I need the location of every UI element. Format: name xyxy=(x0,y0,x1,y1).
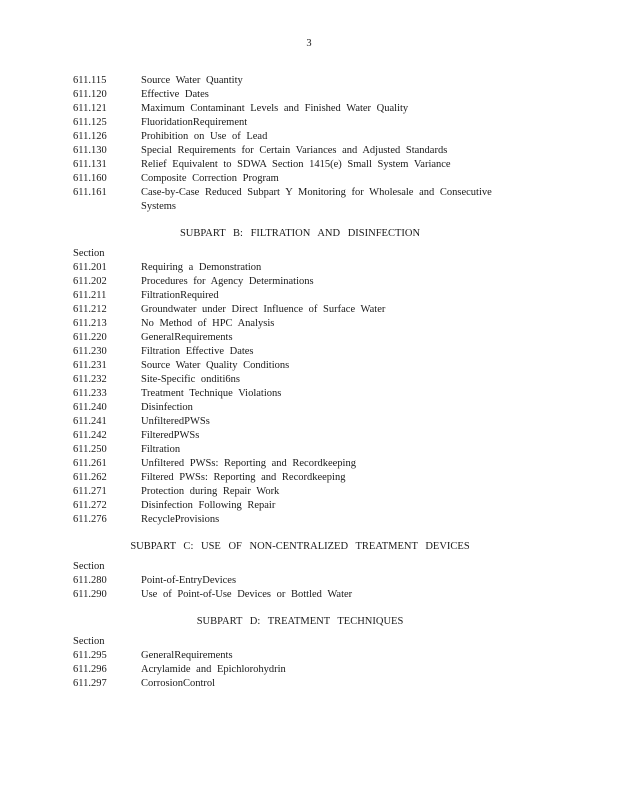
section-entry xyxy=(73,485,553,499)
section-entry xyxy=(73,429,553,443)
section-entry xyxy=(73,317,553,331)
section-number: 611.250 xyxy=(73,444,107,455)
section-title: GeneralRequirements xyxy=(141,650,233,661)
section-number: 611.280 xyxy=(73,575,107,586)
section-entry xyxy=(73,649,553,663)
section-entry xyxy=(73,345,553,359)
section-title: FluoridationRequirement xyxy=(141,117,248,128)
section-number: 611.125 xyxy=(73,117,107,128)
subpart-b-section-list xyxy=(73,261,553,527)
section-entry xyxy=(73,289,553,303)
section-title: Filtration Effective Dates xyxy=(141,346,254,357)
section-entry xyxy=(73,499,553,513)
section-number: 611.295 xyxy=(73,650,107,661)
section-title: Site-Specific onditi6ns xyxy=(141,374,240,385)
section-number: 611.211 xyxy=(73,290,107,301)
subpart-c-heading: SUBPART C: USE OF NON-CENTRALIZED TREATMENT DEVICES xyxy=(130,541,470,552)
section-entry xyxy=(73,130,553,144)
section-number: 611.160 xyxy=(73,173,107,184)
section-entry xyxy=(73,588,553,602)
section-title: Acrylamide and Epichlorohydrin xyxy=(141,664,286,675)
section-entry xyxy=(73,116,553,130)
section-entry xyxy=(73,574,553,588)
section-title: Filtered PWSs: Reporting and Recordkeeping xyxy=(141,472,346,483)
section-entry xyxy=(73,359,553,373)
section-title: Relief Equivalent to SDWA Section 1415(e) Small System Variance xyxy=(141,159,451,170)
section-number: 611.115 xyxy=(73,75,107,86)
section-title: Source Water Quality Conditions xyxy=(141,360,290,371)
section-number: 611.290 xyxy=(73,589,107,600)
subpart-c-section-list xyxy=(73,574,553,602)
section-entry xyxy=(73,387,553,401)
section-title: Requiring a Demonstration xyxy=(141,262,262,273)
section-title: Disinfection xyxy=(141,402,193,413)
section-title: Use of Point-of-Use Devices or Bottled Water xyxy=(141,589,353,600)
subpart-d-section-list xyxy=(73,649,553,691)
section-entry xyxy=(73,186,553,200)
intro-section-list xyxy=(73,74,553,214)
section-title: Composite Correction Program xyxy=(141,173,279,184)
section-title: Treatment Technique Violations xyxy=(141,388,282,399)
section-number: 611.231 xyxy=(73,360,107,371)
section-entry xyxy=(73,331,553,345)
subpart-b-section-label: Section xyxy=(73,248,105,259)
section-entry xyxy=(73,373,553,387)
section-number: 611.213 xyxy=(73,318,107,329)
section-title: UnfilteredPWSs xyxy=(141,416,210,427)
section-number: 611.242 xyxy=(73,430,107,441)
section-entry xyxy=(73,663,553,677)
section-number: 611.262 xyxy=(73,472,107,483)
section-number: 611.121 xyxy=(73,103,107,114)
section-number: 611.120 xyxy=(73,89,107,100)
section-number: 611.272 xyxy=(73,500,107,511)
section-title: Case-by-Case Reduced Subpart Y Monitoring for Wholesale and Consecutive xyxy=(141,187,492,198)
section-number: 611.261 xyxy=(73,458,107,469)
section-title: Disinfection Following Repair xyxy=(141,500,276,511)
section-entry xyxy=(73,677,553,691)
section-number: 611.271 xyxy=(73,486,107,497)
section-entry xyxy=(73,74,553,88)
section-number: 611.130 xyxy=(73,145,107,156)
section-number: 611.297 xyxy=(73,678,107,689)
subpart-b-heading: SUBPART B: FILTRATION AND DISINFECTION xyxy=(179,228,421,239)
section-number: 611.212 xyxy=(73,304,107,315)
section-number: 611.161 xyxy=(73,187,107,198)
section-number: 611.202 xyxy=(73,276,107,287)
section-number: 611.240 xyxy=(73,402,107,413)
section-title: CorrosionControl xyxy=(141,678,216,689)
section-number: 611.296 xyxy=(73,664,107,675)
section-entry xyxy=(73,443,553,457)
section-title: RecycleProvisions xyxy=(141,514,220,525)
section-entry xyxy=(73,144,553,158)
section-title: No Method of HPC Analysis xyxy=(141,318,275,329)
section-title: Unfiltered PWSs: Reporting and Recordkeeping xyxy=(141,458,356,469)
section-entry xyxy=(73,513,553,527)
section-title: Source Water Quantity xyxy=(141,75,243,86)
section-title: Prohibition on Use of Lead xyxy=(141,131,268,142)
section-number xyxy=(73,200,141,214)
section-title: Filtration xyxy=(141,444,181,455)
subpart-c-section-label: Section xyxy=(73,561,105,572)
section-title: FiltrationRequired xyxy=(141,290,219,301)
section-number: 611.233 xyxy=(73,388,107,399)
section-title: Procedures for Agency Determinations xyxy=(141,276,314,287)
section-entry xyxy=(73,261,553,275)
section-title: Point-of-EntryDevices xyxy=(141,575,237,586)
section-number: 611.276 xyxy=(73,514,107,525)
section-entry xyxy=(73,88,553,102)
section-number: 611.241 xyxy=(73,416,107,427)
section-entry xyxy=(73,200,553,214)
section-number: 611.126 xyxy=(73,131,107,142)
table-of-contents xyxy=(73,74,553,691)
section-number: 611.131 xyxy=(73,159,107,170)
section-entry xyxy=(73,471,553,485)
section-title: Maximum Contaminant Levels and Finished Water Quality xyxy=(141,103,409,114)
section-number: 611.201 xyxy=(73,262,107,273)
section-number: 611.220 xyxy=(73,332,107,343)
page-number: 3 xyxy=(306,38,312,49)
section-entry xyxy=(73,172,553,186)
section-title: FilteredPWSs xyxy=(141,430,200,441)
section-entry xyxy=(73,303,553,317)
section-title: GeneralRequirements xyxy=(141,332,233,343)
subpart-d-section-label: Section xyxy=(73,636,105,647)
section-entry xyxy=(73,457,553,471)
section-title: Effective Dates xyxy=(141,89,209,100)
section-entry xyxy=(73,158,553,172)
section-title: Systems xyxy=(141,201,177,212)
section-entry xyxy=(73,415,553,429)
subpart-d-heading: SUBPART D: TREATMENT TECHNIQUES xyxy=(196,616,404,627)
section-entry xyxy=(73,401,553,415)
section-title: Groundwater under Direct Influence of Surface Water xyxy=(141,304,386,315)
section-number: 611.232 xyxy=(73,374,107,385)
section-entry xyxy=(73,275,553,289)
section-title: Protection during Repair Work xyxy=(141,486,280,497)
section-number: 611.230 xyxy=(73,346,107,357)
section-entry xyxy=(73,102,553,116)
section-title: Special Requirements for Certain Variances and Adjusted Standards xyxy=(141,145,448,156)
